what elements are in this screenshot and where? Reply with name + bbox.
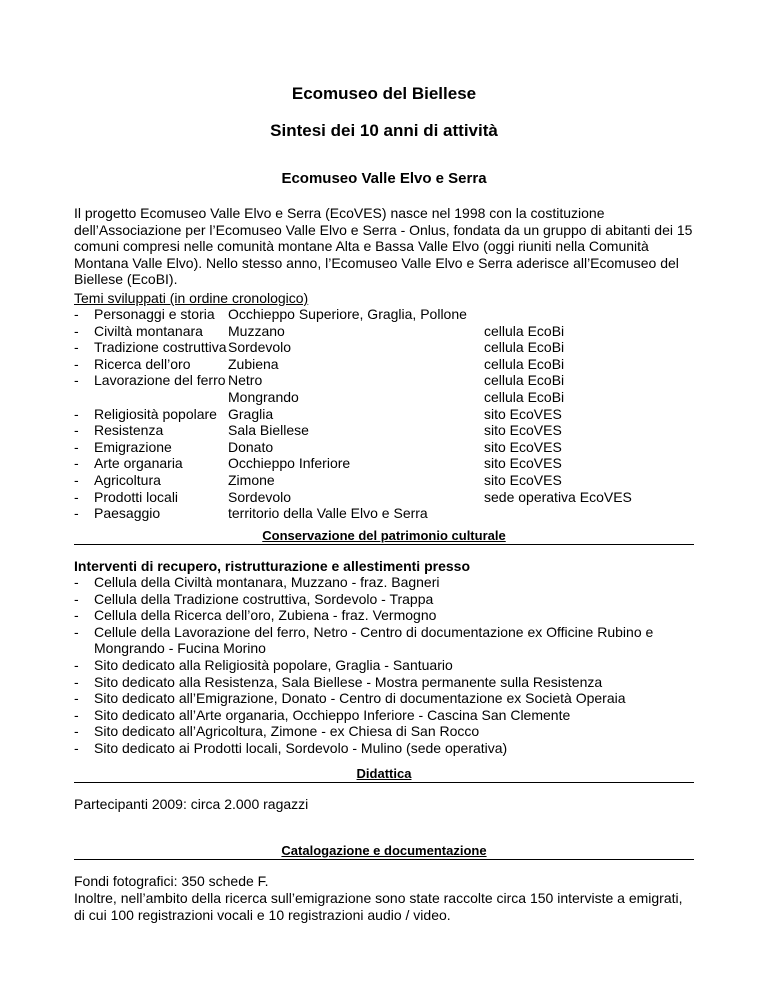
- section-title: Ecomuseo Valle Elvo e Serra: [281, 170, 487, 187]
- list-item: [74, 607, 694, 624]
- temi-row-dash: -: [74, 505, 79, 522]
- temi-row-tipo: cellula EcoBi: [484, 322, 565, 339]
- temi-row-luogo: Muzzano: [228, 322, 285, 339]
- temi-row-luogo: Sala Biellese: [228, 422, 309, 439]
- temi-row: [74, 489, 694, 506]
- list-dash: -: [74, 607, 79, 624]
- catalogazione-heading: Catalogazione e documentazione: [74, 843, 694, 860]
- list-dash: -: [74, 623, 79, 640]
- list-item: [74, 707, 694, 724]
- list-item-text: Sito dedicato all’Emigrazione, Donato - Centro di documentazione ex Società Operaia: [94, 690, 626, 707]
- list-dash: -: [74, 590, 79, 607]
- list-dash: -: [74, 706, 79, 723]
- interventi-list: [74, 574, 694, 757]
- list-item-text: Sito dedicato ai Prodotti locali, Sordevolo - Mulino (sede operativa): [94, 739, 508, 756]
- temi-row: [74, 406, 694, 423]
- temi-row-dash: -: [74, 306, 79, 322]
- temi-row-luogo: Donato: [228, 438, 274, 455]
- temi-row-luogo: Occhieppo Superiore, Graglia, Pollone: [228, 306, 467, 322]
- temi-row-tema: Emigrazione: [94, 438, 172, 455]
- temi-row: [74, 372, 694, 389]
- temi-row: [74, 323, 694, 340]
- temi-row-dash: -: [74, 322, 79, 339]
- temi-row-tema: Agricoltura: [94, 471, 161, 488]
- temi-row-luogo: Zimone: [228, 471, 275, 488]
- catalogazione-line-1: Fondi fotografici: 350 schede F.: [74, 873, 269, 889]
- temi-row-dash: -: [74, 471, 79, 488]
- temi-row: [74, 339, 694, 356]
- list-item: [74, 674, 694, 691]
- temi-row-tema: Civiltà montanara: [94, 322, 203, 339]
- temi-row-luogo: Netro: [228, 372, 263, 389]
- interventi-heading: Interventi di recupero, ristrutturazione e allestimenti presso: [74, 558, 470, 574]
- temi-row-luogo: Sordevolo: [228, 488, 292, 505]
- list-item-text: Sito dedicato alla Religiosità popolare, Graglia - Santuario: [94, 656, 453, 673]
- temi-row: [74, 439, 694, 456]
- temi-row: [74, 472, 694, 489]
- list-item-text: Cellule della Lavorazione del ferro, Netro - Centro di documentazione ex Officine Rubino e Mongrando - Fucina Morino: [94, 623, 654, 657]
- temi-heading: Temi sviluppati (in ordine cronologico): [74, 290, 309, 306]
- list-item-text: Sito dedicato all’Agricoltura, Zimone - ex Chiesa di San Rocco: [94, 723, 480, 740]
- intro-paragraph: Il progetto Ecomuseo Valle Elvo e Serra (EcoVES) nasce nel 1998 con la costituzione dell’Associazione per l’Ecomuseo Valle Elvo e Serra - Onlus, fondata da un gruppo di abitanti dei 15 comuni compresi nelle comunità montane Alta e Bassa Valle Elvo (oggi riuniti nella Comunità Montana Valle Elvo). Nello stesso anno, l’Ecomuseo Valle Elvo e Serra aderisce all’Ecomuseo del Biellese (EcoBI).: [74, 205, 693, 288]
- list-item-text: Sito dedicato all’Arte organaria, Occhieppo Inferiore - Cascina San Clemente: [94, 706, 571, 723]
- list-dash: -: [74, 656, 79, 673]
- temi-row-luogo: Graglia: [228, 405, 274, 422]
- list-item: [74, 690, 694, 707]
- list-item-text: Sito dedicato alla Resistenza, Sala Biellese - Mostra permanente sulla Resistenza: [94, 673, 603, 690]
- temi-row-tipo: sito EcoVES: [484, 422, 562, 439]
- temi-row-tipo: cellula EcoBi: [484, 388, 565, 405]
- temi-row: [74, 505, 694, 522]
- list-dash: -: [74, 673, 79, 690]
- temi-row-tipo: sito EcoVES: [484, 438, 562, 455]
- list-dash: -: [74, 739, 79, 756]
- temi-row-dash: -: [74, 405, 79, 422]
- list-dash: -: [74, 690, 79, 707]
- temi-row-tipo: cellula EcoBi: [484, 355, 565, 372]
- temi-row-luogo: territorio della Valle Elvo e Serra: [228, 505, 428, 522]
- temi-row: [74, 356, 694, 373]
- list-item: [74, 657, 694, 674]
- temi-row: [74, 455, 694, 472]
- temi-row-tipo: sito EcoVES: [484, 405, 562, 422]
- list-item: [74, 723, 694, 740]
- temi-row-tema: Personaggi e storia: [94, 306, 215, 322]
- catalogazione-line-2: Inoltre, nell’ambito della ricerca sull’emigrazione sono state raccolte circa 150 interviste a emigrati, di cui 100 registrazioni vocali e 10 registrazioni audio / video.: [74, 890, 683, 923]
- didattica-heading: Didattica: [74, 766, 694, 783]
- temi-row-tema: Tradizione costruttiva: [94, 339, 227, 356]
- conservazione-heading: Conservazione del patrimonio culturale: [74, 528, 694, 545]
- temi-row-tema: Religiosità popolare: [94, 405, 217, 422]
- temi-row-dash: -: [74, 422, 79, 439]
- temi-row-luogo: Sordevolo: [228, 339, 292, 356]
- temi-row: [74, 389, 694, 406]
- temi-row-tema: Arte organaria: [94, 455, 183, 472]
- temi-row-tipo: cellula EcoBi: [484, 372, 565, 389]
- temi-row-dash: -: [74, 339, 79, 356]
- temi-row-tema: Prodotti locali: [94, 488, 179, 505]
- list-item: [74, 591, 694, 608]
- temi-row-tema: Paesaggio: [94, 505, 161, 522]
- temi-row-dash: -: [74, 455, 79, 472]
- temi-row-tipo: sede operativa EcoVES: [484, 488, 632, 505]
- list-item: [74, 624, 694, 657]
- temi-row-tipo: cellula EcoBi: [484, 339, 565, 356]
- document-title: Ecomuseo del Biellese: [291, 84, 477, 103]
- temi-row-tema: Resistenza: [94, 422, 164, 439]
- temi-row-dash: -: [74, 355, 79, 372]
- temi-row-tema: Ricerca dell’oro: [94, 355, 191, 372]
- list-item-text: Cellula della Ricerca dell’oro, Zubiena - fraz. Vermogno: [94, 607, 437, 624]
- temi-row-luogo: Mongrando: [228, 388, 299, 405]
- temi-list: [74, 306, 694, 522]
- temi-row-luogo: Zubiena: [228, 355, 279, 372]
- list-item: [74, 574, 694, 591]
- temi-row-tipo: sito EcoVES: [484, 455, 562, 472]
- temi-row-luogo: Occhieppo Inferiore: [228, 455, 351, 472]
- temi-row-dash: -: [74, 372, 79, 389]
- temi-row: [74, 422, 694, 439]
- temi-row: [74, 306, 694, 323]
- list-item-text: Cellula della Tradizione costruttiva, Sordevolo - Trappa: [94, 590, 434, 607]
- list-dash: -: [74, 574, 79, 590]
- list-item: [74, 740, 694, 757]
- list-item-text: Cellula della Civiltà montanara, Muzzano - fraz. Bagneri: [94, 574, 440, 590]
- temi-row-dash: -: [74, 488, 79, 505]
- temi-row-tema: Lavorazione del ferro: [94, 372, 226, 389]
- temi-row-dash: -: [74, 438, 79, 455]
- list-dash: -: [74, 723, 79, 740]
- didattica-text: Partecipanti 2009: circa 2.000 ragazzi: [74, 796, 309, 812]
- temi-row-tipo: sito EcoVES: [484, 471, 562, 488]
- document-subtitle: Sintesi dei 10 anni di attività: [270, 121, 498, 140]
